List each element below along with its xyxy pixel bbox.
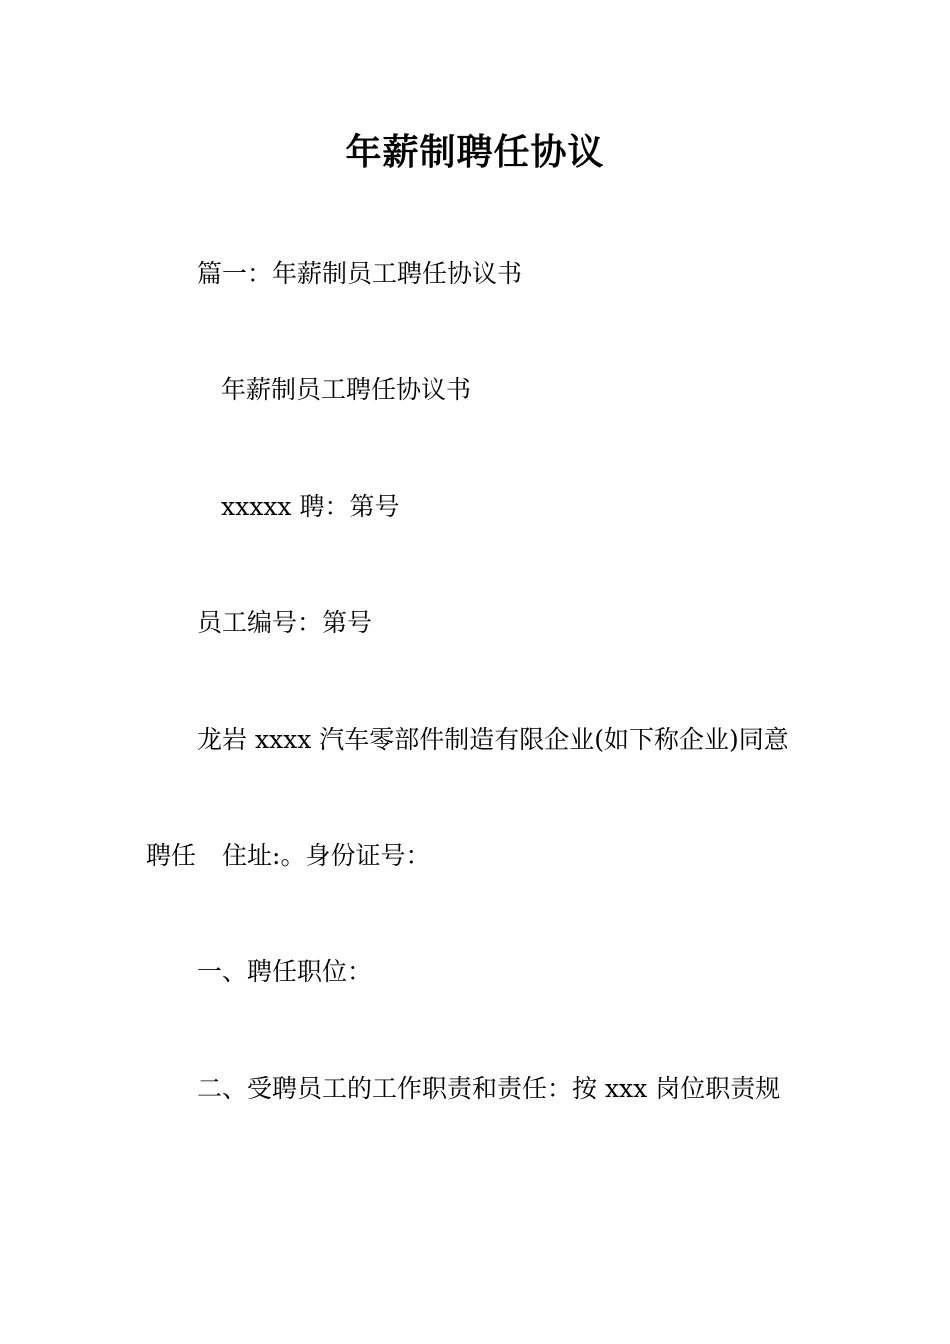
appointee-info-line [146,839,430,873]
appointee-label: 聘任 [146,841,197,870]
address-id-label: 住址:。身份证号： [222,841,431,870]
section-heading: 篇一：年薪制员工聘任协议书 [197,259,523,288]
subtitle-line: 年薪制员工聘任协议书 [221,375,472,404]
appointment-number-line: xxxxx 聘：第号 [221,492,400,521]
clause-duties: 二、受聘员工的工作职责和责任：按 xxx 岗位职责规 [197,1074,781,1103]
employee-number-line: 员工编号：第号 [197,608,373,637]
document-title: 年薪制聘任协议 [345,131,605,173]
company-agreement-line: 龙岩 xxxx 汽车零部件制造有限企业(如下称企业)同意 [197,725,789,754]
clause-position: 一、聘任职位： [197,957,373,986]
